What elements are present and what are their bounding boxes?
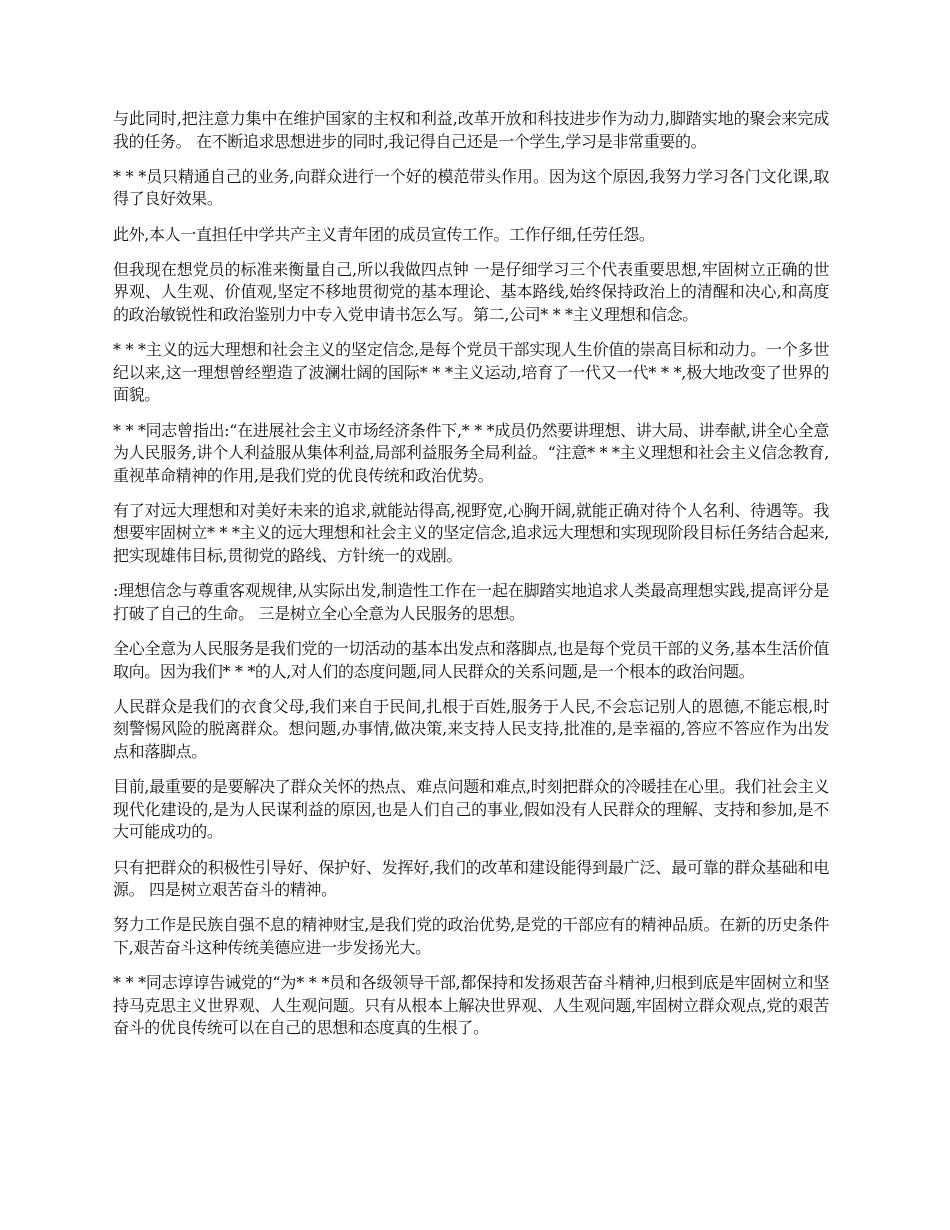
paragraph-3: 此外,本人一直担任中学共产主义青年团的成员宣传工作。工作仔细,任劳任怨。 [113,224,655,244]
paragraph-1: 与此同时,把注意力集中在维护国家的主权和利益,改革开放和科技进步作为动力,脚踏实地的聚会来完成我的任务。 在不断追求思想进步的同时,我记得自己还是一个学生,学习是非常重要的。 [113,109,829,151]
paragraph-12: 只有把群众的积极性引导好、保护好、发挥好,我们的改革和建设能得到最广泛、最可靠的群众基础和电源。 四是树立艰苦奋斗的精神。 [113,857,829,900]
paragraph-8: :理想信念与尊重客观规律,从实际出发,制造性工作在一起在脚踏实地追求人类最高理想实践,提高评分是打破了自己的生命。 三是树立全心全意为人民服务的思想。 [113,581,829,623]
paragraph-11: 目前,最重要的是要解决了群众关怀的热点、难点问题和难点,时刻把群众的冷暖挂在心里。我们社会主义现代化建设的,是为人民谋利益的原因,也是人们自己的事业,假如没有人民群众的理解、支持和参加,是不大可能成功的。 [113,777,829,842]
paragraph-10: 人民群众是我们的衣食父母,我们来自于民间,扎根于百姓,服务于人民,不会忘记别人的恩德,不能忘根,时刻警惕风险的脱离群众。想问题,办事情,做决策,来支持人民支持,批准的,是幸福的,答应不答应作为出发点和落脚点。 [113,696,829,761]
paragraph-13: 努力工作是民族自强不息的精神财宝,是我们党的政治优势,是党的干部应有的精神品质。在新的历史条件下,艰苦奋斗这种传统美德应进一步发扬光大。 [113,915,829,957]
paragraph-2: * * *员只精通自己的业务,向群众进行一个好的模范带头作用。因为这个原因,我努力学习各门文化课,取得了良好效果。 [113,166,829,209]
paragraph-7: 有了对远大理想和对美好未来的追求,就能站得高,视野宽,心胸开阔,就能正确对待个人名利、待遇等。我想要牢固树立* * *主义的远大理想和社会主义的坚定信念,追求远大理想和实现现阶段目标任务结合起来,把实现雄伟目标,贯彻党的路线、方针统一的戏剧。 [113,500,829,566]
paragraph-4: 但我现在想党员的标准来衡量自己,所以我做四点钟 一是仔细学习三个代表重要思想,牢固树立正确的世界观、人生观、价值观,坚定不移地贯彻党的基本理论、基本路线,始终保持政治上的清醒和决心,和高度的政治敏锐性和政治鉴别力中专入党申请书怎么写。第二,公司* * *主义理想和信念。 [113,259,829,324]
paragraph-5: * * *主义的远大理想和社会主义的坚定信念,是每个党员干部实现人生价值的崇高目标和动力。一个多世纪以来,这一理想曾经塑造了波澜壮阔的国际* * *主义运动,培育了一代又一代* * *,极大地改变了世界的面貌。 [113,340,829,405]
paragraph-6: * * *同志曾指出:“在进展社会主义市场经济条件下,* * *成员仍然要讲理想、讲大局、讲奉献,讲全心全意为人民服务,讲个人利益服从集体利益,局部利益服务全局利益。“注意* * *主义理想和社会主义信念教育,重视革命精神的作用,是我们党的优良传统和政治优势。 [113,420,829,485]
document-body [113,108,829,1053]
paragraph-9: 全心全意为人民服务是我们党的一切活动的基本出发点和落脚点,也是每个党员干部的义务,基本生活价值取向。因为我们* * *的人,对人们的态度问题,同人民群众的关系问题,是一个根本的政治问题。 [113,639,829,681]
paragraph-14: * * *同志谆谆告诫党的“为* * *员和各级领导干部,都保持和发扬艰苦奋斗精神,归根到底是牢固树立和坚持马克思主义世界观、人生观问题。只有从根本上解决世界观、人生观问题,牢固树立群众观点,党的艰苦奋斗的优良传统可以在自己的思想和态度真的生根了。 [113,973,829,1038]
